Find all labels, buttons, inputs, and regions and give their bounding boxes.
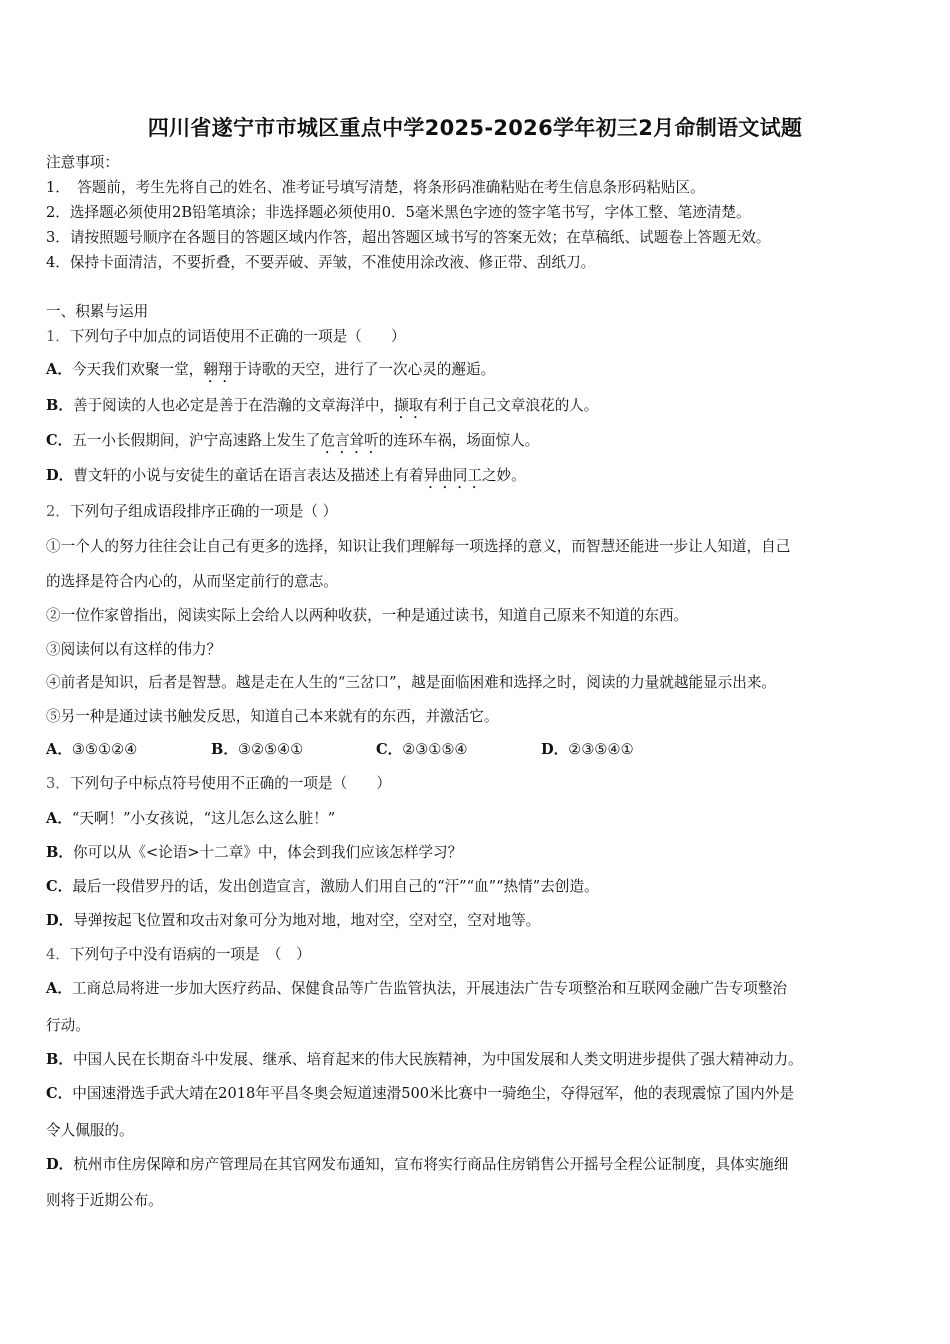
question-text: 下列句子组成语段排序正确的一项是（ ） — [69, 503, 338, 520]
question-4-stem — [46, 945, 908, 965]
question-number: 3． — [46, 775, 70, 792]
q2-option-d — [541, 740, 706, 760]
q2-sentence-4: ④前者是知识，后者是智慧。越是走在人生的“三岔口”，越是面临困难和选择之时，阅读的力量就越能显示出来。 — [46, 674, 777, 691]
notice-item-2: 2．选择题必须使用2B铅笔填涂；非选择题必须使用0．5毫米黑色字迹的签字笔书写，字体工整、笔迹清楚。 — [46, 204, 751, 221]
option-text: 今天我们欢聚一堂， — [71, 361, 204, 378]
q4-option-a — [46, 979, 908, 999]
question-2-stem — [46, 502, 908, 522]
option-text: 五一小长假期间，沪宁高速路上发生了 — [72, 432, 321, 449]
question-text: 下列句子中标点符号使用不正确的一项是（ ） — [69, 775, 391, 792]
option-text: 导弹按起飞位置和攻击对象可分为地对地，地对空，空对空，空对地等。 — [73, 912, 541, 929]
option-text: 善于阅读的人也必定是善于在浩瀚的文章海洋中， — [72, 397, 395, 414]
option-letter: A． — [46, 741, 72, 758]
q3-option-d — [46, 911, 908, 931]
dotted-word: 异曲同工 — [423, 467, 482, 484]
q1-option-b — [46, 396, 908, 422]
section-heading: 一、积累与运用 — [46, 303, 149, 320]
question-number: 2． — [46, 503, 70, 520]
option-letter: C． — [376, 741, 403, 758]
option-letter: C． — [46, 432, 73, 449]
question-text: 下列句子中没有语病的一项是 （ ） — [69, 946, 311, 963]
notice-item-4: 4．保持卡面清洁，不要折叠，不要弄破、弄皱，不准使用涂改液、修正带、刮纸刀。 — [46, 254, 596, 271]
option-letter: A． — [46, 810, 72, 827]
q4-option-c — [46, 1084, 908, 1104]
option-letter: D． — [46, 467, 74, 484]
option-letter: C． — [46, 878, 73, 895]
dotted-word: 翱翔 — [203, 361, 233, 378]
option-letter: B． — [211, 741, 238, 758]
q2-sentence-2: ②一位作家曾指出，阅读实际上会给人以两种收获，一种是通过读书，知道自己原来不知道的东西。 — [46, 607, 689, 624]
option-text: 有利于自己文章浪花的人。 — [423, 397, 599, 414]
option-text: 之妙。 — [481, 467, 526, 484]
dotted-word: 撷取 — [394, 397, 424, 414]
question-number: 1． — [46, 328, 70, 345]
option-letter: B． — [46, 844, 73, 861]
q2-options — [46, 740, 908, 760]
option-text: 曹文轩的小说与安徒生的童话在语言表达及描述上有着 — [73, 467, 424, 484]
option-letter: D． — [46, 912, 74, 929]
option-text: 杭州市住房保障和房产管理局在其官网发布通知，宣布将实行商品住房销售公开摇号全程公证制度，具体实施细 — [73, 1156, 789, 1173]
q2-sentence-1-cont: 的选择是符合内心的，从而坚定前行的意志。 — [46, 573, 338, 590]
option-letter: C． — [46, 1085, 73, 1102]
question-3-stem — [46, 774, 908, 794]
option-letter: A． — [46, 361, 72, 378]
option-text: 于诗歌的天空，进行了一次心灵的邂逅。 — [232, 361, 496, 378]
q3-option-b — [46, 843, 908, 863]
question-text: 下列句子中加点的词语使用不正确的一项是（ ） — [69, 328, 406, 345]
option-text: ②③①⑤④ — [402, 741, 468, 758]
option-text: “天啊！”小女孩说，“这儿怎么这么脏！” — [71, 810, 336, 827]
notice-heading: 注意事项： — [46, 154, 119, 171]
q2-sentence-5: ⑤另一种是通过读书触发反思，知道自己本来就有的东西，并激活它。 — [46, 708, 499, 725]
notice-item-3: 3．请按照题号顺序在各题目的答题区域内作答，超出答题区域书写的答案无效；在草稿纸、试题卷上答题无效。 — [46, 229, 771, 246]
option-letter: B． — [46, 1051, 73, 1068]
q4-option-d-cont: 则将于近期公布。 — [46, 1192, 163, 1209]
q2-sentence-3: ③阅读何以有这样的伟力？ — [46, 641, 222, 658]
q2-option-b — [211, 740, 376, 760]
option-letter: B． — [46, 397, 73, 414]
question-1-stem — [46, 327, 908, 347]
q1-option-d — [46, 466, 908, 492]
option-text: 中国速滑选手武大靖在2018年平昌冬奥会短道速滑500米比赛中一骑绝尘，夺得冠军，他的表现震惊了国内外是 — [72, 1085, 794, 1102]
q4-option-d — [46, 1155, 908, 1175]
option-text: 你可以从《<论语>十二章》中，体会到我们应该怎样学习？ — [72, 844, 463, 861]
option-text: ③⑤①②④ — [71, 741, 138, 758]
option-letter: A． — [46, 980, 72, 997]
q1-option-c — [46, 431, 908, 457]
q4-option-b — [46, 1050, 908, 1070]
q2-sentence-1: ①一个人的努力往往会让自己有更多的选择，知识让我们理解每一项选择的意义，而智慧还能进一步让人知道，自己 — [46, 538, 791, 555]
option-text: ②③⑤④① — [568, 741, 634, 758]
option-letter: D． — [541, 741, 569, 758]
q2-option-c — [376, 740, 541, 760]
q1-option-a — [46, 360, 908, 386]
option-text: ③②⑤④① — [237, 741, 304, 758]
q4-option-a-cont: 行动。 — [46, 1017, 90, 1034]
option-letter: D． — [46, 1156, 74, 1173]
page-title: 四川省遂宁市市城区重点中学2025-2026学年初三2月命制语文试题 — [147, 116, 803, 140]
question-number: 4． — [46, 946, 70, 963]
q3-option-a — [46, 809, 908, 829]
q2-option-a — [46, 740, 211, 760]
option-text: 的连环车祸，场面惊人。 — [378, 432, 540, 449]
option-text: 工商总局将进一步加大医疗药品、保健食品等广告监管执法，开展违法广告专项整治和互联网金融广告专项整治 — [71, 980, 788, 997]
q3-option-c — [46, 877, 908, 897]
notice-item-1: 1． 答题前，考生先将自己的姓名、准考证号填写清楚，将条形码准确粘贴在考生信息条形码粘贴区。 — [46, 179, 705, 196]
dotted-word: 危言耸听 — [320, 432, 379, 449]
option-text: 中国人民在长期奋斗中发展、继承、培育起来的伟大民族精神，为中国发展和人类文明进步提供了强大精神动力。 — [72, 1051, 803, 1068]
q4-option-c-cont: 令人佩服的。 — [46, 1122, 134, 1139]
option-text: 最后一段借罗丹的话，发出创造宣言，激励人们用自己的“汗”“血”“热情”去创造。 — [72, 878, 599, 895]
